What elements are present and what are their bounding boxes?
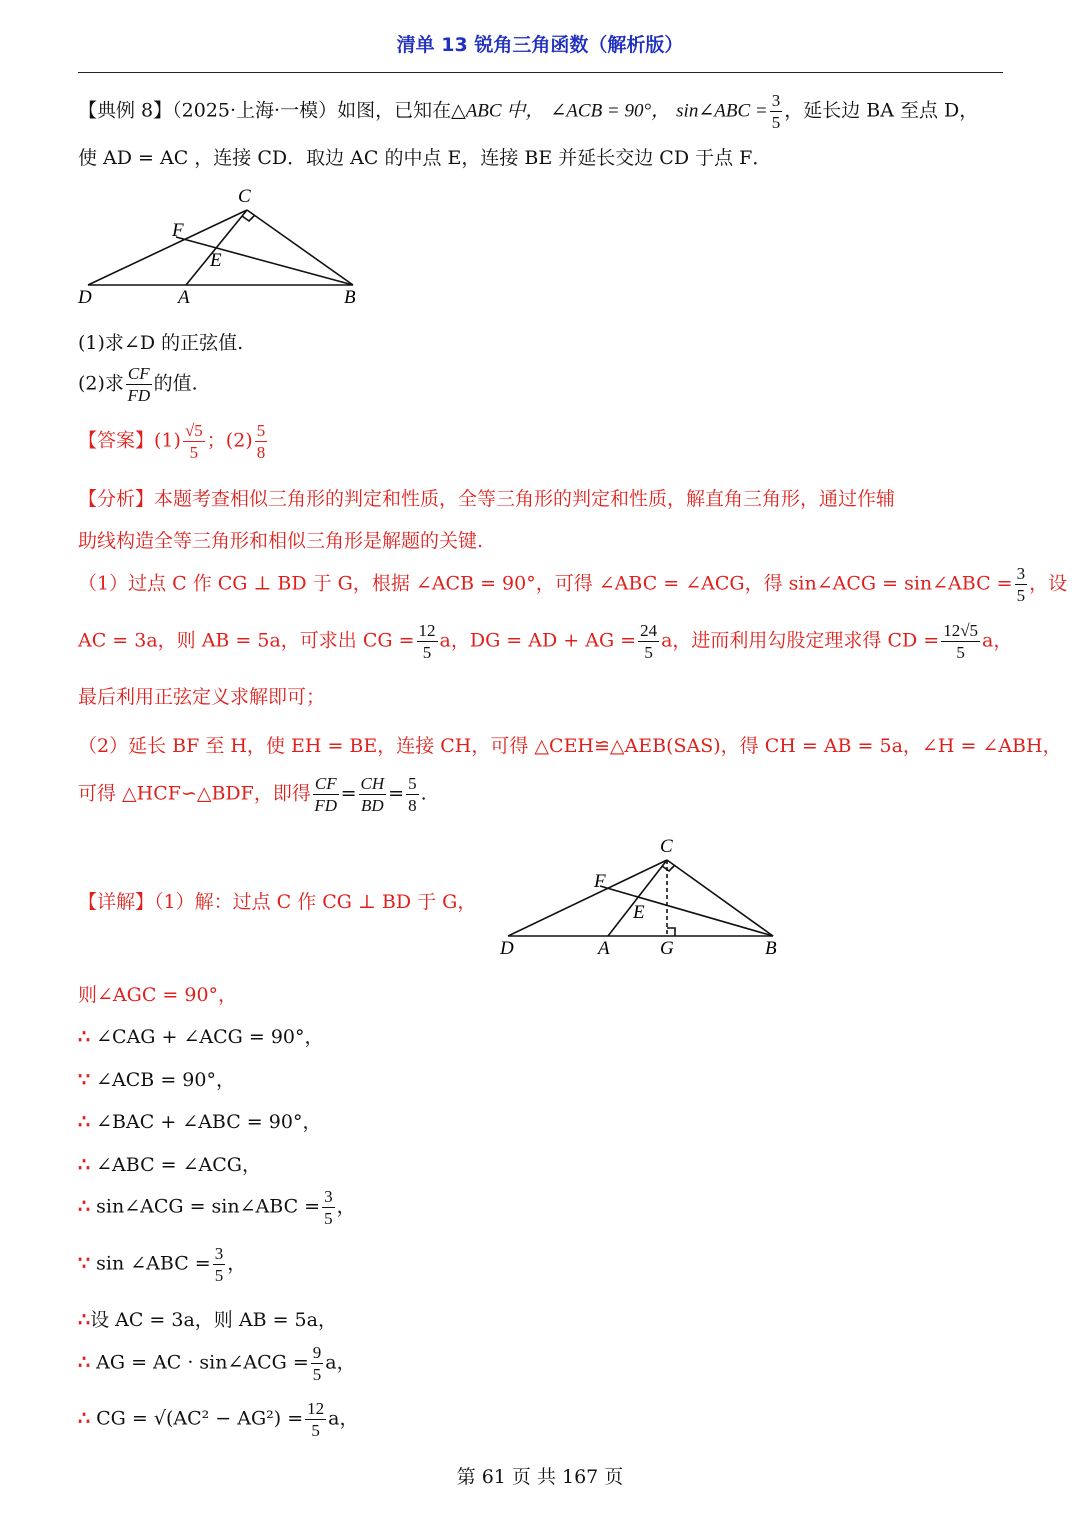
problem-sin: sin∠ABC = <box>676 100 768 122</box>
analysis-step-3: 最后利用正弦定义求解即可； <box>78 686 326 708</box>
right-angle-mark-C-2 <box>662 865 675 871</box>
answer-line: 【答案】(1) $\frac{√5}{5}$ ；(2) $\frac{5}{8}$ <box>78 421 266 462</box>
analysis-line-1: 【分析】本题考查相似三角形的判定和性质，全等三角形的判定和性质，解直角三角形，通过作辅 <box>78 488 896 510</box>
label-F: F <box>172 220 184 241</box>
detail-tag: 【详解】（1）解：过点 C 作 CG ⊥ BD 于 G， <box>78 891 477 913</box>
analysis-line-2: 助线构造全等三角形和相似三角形是解题的关键. <box>78 530 484 552</box>
answer-2-fraction: $\frac{5}{8}$ <box>256 421 266 462</box>
answer-tag: 【答案】 <box>78 429 155 452</box>
label-D: D <box>78 287 92 308</box>
label-D-2: D <box>500 938 514 959</box>
detail-step-1: 则∠AGC = 90°， <box>78 984 238 1006</box>
analysis-step-1: （1）过点 C 作 CG ⊥ BD 于 G，根据 ∠ACB = 90°，可得 ∠ABC = ∠ACG，得 sin∠ACG = sin∠ABC = $\frac{3}{5}$ ，设 <box>78 564 1068 605</box>
segment-CB-2 <box>667 860 773 936</box>
question-2: (2)求 $\frac{CF}{FD}$ 的值. <box>78 364 198 405</box>
label-C-2: C <box>660 836 673 857</box>
page-header-title: 清单 13 锐角三角函数（解析版） <box>396 34 684 56</box>
analysis-step-2: AC = 3a，则 AB = 5a，可求出 CG = $\frac{12}{5}$ a，DG = AD + AG = $\frac{24}{5}$ a，进而利用勾股定理求得 CD = $\frac{12√5}{5}$ a， <box>78 621 1013 662</box>
label-B-2: B <box>765 938 777 959</box>
detail-step-7: ∵ sin ∠ABC = $\frac{3}{5}$ ， <box>78 1244 247 1285</box>
detail-step-6: ∴ sin∠ACG = sin∠ABC = $\frac{3}{5}$ ， <box>78 1187 356 1228</box>
figure-triangle-1 <box>70 180 380 310</box>
problem-fraction: $\frac{3}{5}$ <box>771 91 781 132</box>
detail-step-3: ∵ ∠ACB = 90°， <box>78 1069 235 1091</box>
label-A: A <box>178 287 190 308</box>
detail-step-10: ∴ CG = √(AC² − AG²) = $\frac{12}{5}$ a， <box>78 1399 359 1440</box>
right-angle-mark-C <box>242 215 255 221</box>
detail-step-8: ∴设 AC = 3a，则 AB = 5a， <box>78 1309 337 1331</box>
label-B: B <box>344 287 356 308</box>
problem-line-1 <box>78 92 978 131</box>
label-G-2: G <box>660 938 674 959</box>
answer-1-fraction: $\frac{√5}{5}$ <box>184 421 203 462</box>
right-angle-mark-G <box>667 928 675 936</box>
problem-source: （2025·上海·一模）如图，已知在 <box>172 99 452 122</box>
question-1: (1)求∠D 的正弦值. <box>78 332 244 354</box>
label-E-2: E <box>633 902 645 923</box>
analysis-step-4: （2）延长 BF 至 H，使 EH = BE，连接 CH，可得 △CEH≌△AEB(SAS)，得 CH = AB = 5a，∠H = ∠ABH， <box>78 735 1062 757</box>
problem-line-2: 使 AD = AC ，连接 CD．取边 AC 的中点 E，连接 BE 并延长交边 CD 于点 F． <box>78 147 772 169</box>
problem-triangle: △ABC 中， <box>451 100 545 122</box>
analysis-step-5: 可得 △HCF∽△BDF，即得 $\frac{CF}{FD}$ = $\frac{CH}{BD}$ = $\frac{5}{8}$ . <box>78 774 427 815</box>
figure-triangle-2 <box>490 830 790 960</box>
header-divider <box>78 72 1003 73</box>
segment-AC-2 <box>608 860 667 936</box>
problem-tag: 【典例 8】 <box>78 99 173 122</box>
label-F-2: F <box>594 871 606 892</box>
label-E: E <box>210 250 222 271</box>
detail-step-5: ∴ ∠ABC = ∠ACG， <box>78 1154 261 1176</box>
page-footer: 第 61 页 共 167 页 <box>456 1466 624 1488</box>
q2-fraction: $\frac{CF}{FD}$ <box>127 364 151 405</box>
problem-extend: ，延长边 BA 至点 D， <box>784 99 979 122</box>
segment-FB <box>176 237 353 285</box>
detail-step-2: ∴ ∠CAG + ∠ACG = 90°， <box>78 1026 324 1048</box>
problem-angle: ∠ACB = 90°， <box>550 100 671 122</box>
detail-step-9: ∴ AG = AC · sin∠ACG = $\frac{9}{5}$ a， <box>78 1343 356 1384</box>
segment-DC <box>88 210 247 285</box>
label-C: C <box>238 186 251 207</box>
detail-step-4: ∴ ∠BAC + ∠ABC = 90°， <box>78 1111 322 1133</box>
segment-FB-2 <box>600 886 773 936</box>
label-A-2: A <box>598 938 610 959</box>
segment-CB <box>247 210 353 285</box>
